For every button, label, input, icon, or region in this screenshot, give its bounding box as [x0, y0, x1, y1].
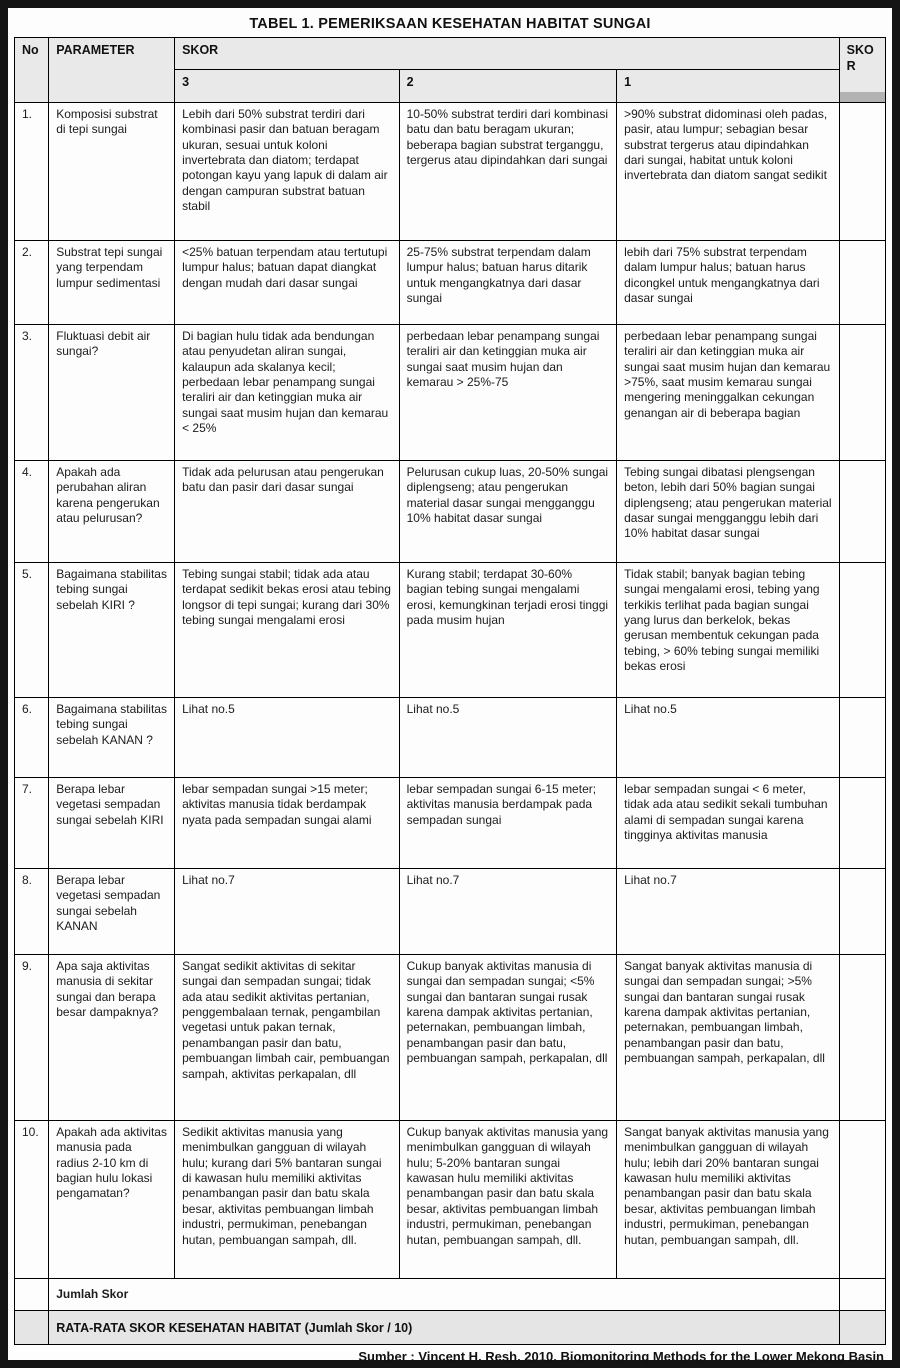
- score-1-cell: perbedaan lebar penampang sungai teraliri air dan ketinggian muka air sungai saat musim hujan dan kemarau >75%, saat musim kemarau sungai mengering meninggalkan cekungan genangan air di beberapa bagian: [617, 325, 840, 461]
- row-parameter: Berapa lebar vegetasi sempadan sungai sebelah KIRI: [49, 778, 175, 869]
- table-row: [15, 241, 886, 325]
- jumlah-skor-row: [15, 1279, 886, 1311]
- skor-value-cell: [839, 563, 885, 698]
- table-row: [15, 698, 886, 778]
- score-1-cell: lebar sempadan sungai < 6 meter, tidak ada atau sedikit sekali tumbuhan alami di sempadan sungai karena tingginya aktivitas manusia: [617, 778, 840, 869]
- score-2-cell: Pelurusan cukup luas, 20-50% sungai diplengseng; atau pengerukan material dasar sungai mengganggu 10% habitat dasar sungai: [399, 461, 616, 563]
- row-no: 10.: [15, 1121, 49, 1279]
- row-no: 7.: [15, 778, 49, 869]
- score-1-cell: Sangat banyak aktivitas manusia di sungai dan sempadan sungai; >5% sungai dan bantaran sungai rusak karena dampak aktivitas pertanian, peternakan, pembuangan limbah, penambangan pasir dan batu, pembuangan sampah, perkapalan, dll: [617, 955, 840, 1121]
- row-parameter: Bagaimana stabilitas tebing sungai sebelah KIRI ?: [49, 563, 175, 698]
- score-3-cell: <25% batuan terpendam atau tertutupi lumpur halus; batuan dapat diangkat dengan mudah dari dasar sungai: [175, 241, 400, 325]
- score-1-cell: >90% substrat didominasi oleh padas, pasir, atau lumpur; sebagian besar substrat tergerus atau dipindahkan dari sungai, habitat untuk koloni invertebrata dan diatom sangat sedikit: [617, 103, 840, 241]
- header-skor-group: SKOR: [175, 38, 840, 70]
- score-2-cell: Cukup banyak aktivitas manusia yang menimbulkan gangguan di wilayah hulu; 5-20% bantaran sungai kawasan hulu memiliki aktivitas penambangan pasir dan batu skala besar, aktivitas pembuangan limbah industri, permukiman, penebangan hutan, pembuangan sampah, dll.: [399, 1121, 616, 1279]
- source-citation: Sumber : Vincent H. Resh, 2010, Biomonitoring Methods for the Lower Mekong Basin: [358, 1349, 884, 1364]
- table-row: [15, 869, 886, 955]
- score-3-cell: Lihat no.7: [175, 869, 400, 955]
- score-2-cell: lebar sempadan sungai 6-15 meter; aktivitas manusia berdampak pada sempadan sungai: [399, 778, 616, 869]
- skor-value-cell: [839, 461, 885, 563]
- table-row: [15, 778, 886, 869]
- row-parameter: Komposisi substrat di tepi sungai: [49, 103, 175, 241]
- row-no: 4.: [15, 461, 49, 563]
- row-parameter: Apakah ada perubahan aliran karena pengerukan atau pelurusan?: [49, 461, 175, 563]
- score-3-cell: Lihat no.5: [175, 698, 400, 778]
- score-2-cell: 25-75% substrat terpendam dalam lumpur halus; batuan harus ditarik untuk mengangkatnya dari dasar sungai: [399, 241, 616, 325]
- row-no: 2.: [15, 241, 49, 325]
- row-parameter: Apakah ada aktivitas manusia pada radius 2-10 km di bagian hulu lokasi pengamatan?: [49, 1121, 175, 1279]
- table-header: [15, 38, 886, 103]
- score-3-cell: Di bagian hulu tidak ada bendungan atau penyudetan aliran sungai, kalaupun ada skalanya kecil; perbedaan lebar penampang sungai teraliri air dan ketinggian muka air sungai saat musim hujan dan kemarau < 25%: [175, 325, 400, 461]
- table-body: [15, 103, 886, 1345]
- score-1-cell: Tebing sungai dibatasi plengsengan beton, lebih dari 50% bagian sungai diplengseng; atau pengerukan material dasar sungai mengganggu lebih dari 10% habitat dasar sungai: [617, 461, 840, 563]
- table-row: [15, 563, 886, 698]
- empty-no-cell: [15, 1279, 49, 1311]
- row-no: 8.: [15, 869, 49, 955]
- skor-value-cell: [839, 869, 885, 955]
- score-3-cell: Tidak ada pelurusan atau pengerukan batu dan pasir dari dasar sungai: [175, 461, 400, 563]
- score-1-cell: lebih dari 75% substrat terpendam dalam lumpur halus; batuan harus dicongkel untuk mengangkatnya dari dasar sungai: [617, 241, 840, 325]
- habitat-assessment-table: [14, 37, 886, 1345]
- score-3-cell: Lebih dari 50% substrat terdiri dari kombinasi pasir dan batuan beragam ukuran, sesuai untuk koloni invertebrata dan diatom; terdapat potongan kayu yang lapuk di dalam air dengan campuran substrat batuan stabil: [175, 103, 400, 241]
- score-2-cell: Kurang stabil; terdapat 30-60% bagian tebing sungai mengalami erosi, kemungkinan terjadi erosi tinggi pada musim hujan: [399, 563, 616, 698]
- header-skor-column: [839, 38, 885, 103]
- row-parameter: Substrat tepi sungai yang terpendam lumpur sedimentasi: [49, 241, 175, 325]
- table-row: [15, 325, 886, 461]
- skor-value-cell: [839, 778, 885, 869]
- score-1-cell: Lihat no.5: [617, 698, 840, 778]
- header-no: No: [15, 38, 49, 103]
- rata-rata-label: RATA-RATA SKOR KESEHATAN HABITAT (Jumlah Skor / 10): [49, 1311, 839, 1345]
- skor-value-cell: [839, 325, 885, 461]
- row-no: 6.: [15, 698, 49, 778]
- rata-rata-value-cell: [839, 1311, 885, 1345]
- table-title: TABEL 1. PEMERIKSAAN KESEHATAN HABITAT SUNGAI: [249, 16, 651, 32]
- jumlah-skor-label: Jumlah Skor: [49, 1279, 839, 1311]
- header-score-1: 1: [617, 70, 840, 103]
- row-no: 1.: [15, 103, 49, 241]
- score-2-cell: Lihat no.7: [399, 869, 616, 955]
- rata-rata-row: [15, 1311, 886, 1345]
- row-parameter: Apa saja aktivitas manusia di sekitar sungai dan berapa besar dampaknya?: [49, 955, 175, 1121]
- row-no: 5.: [15, 563, 49, 698]
- score-2-cell: 10-50% substrat terdiri dari kombinasi batu dan batu beragam ukuran; beberapa bagian substrat terganggu, tergerus atau dipindahkan dari sungai: [399, 103, 616, 241]
- header-parameter: PARAMETER: [49, 38, 175, 103]
- score-1-cell: Tidak stabil; banyak bagian tebing sungai mengalami erosi, tebing yang terkikis terlihat pada bagian sungai yang lurus dan berkelok, bekas gerusan membentuk cekungan pada tebing, > 60% tebing sungai memiliki bekas erosi: [617, 563, 840, 698]
- table-row: [15, 461, 886, 563]
- score-1-cell: Lihat no.7: [617, 869, 840, 955]
- score-2-cell: Cukup banyak aktivitas manusia di sungai dan sempadan sungai; <5% sungai dan bantaran sungai rusak karena dampak aktivitas pertanian, peternakan, pembuangan limbah, penambangan pasir dan batu, pembuangan sampah, perkapalan, dll: [399, 955, 616, 1121]
- score-3-cell: Tebing sungai stabil; tidak ada atau terdapat sedikit bekas erosi atau tebing longsor di tepi sungai; kurang dari 30% tebing sungai mengalami erosi: [175, 563, 400, 698]
- table-row: [15, 955, 886, 1121]
- row-no: 9.: [15, 955, 49, 1121]
- score-2-cell: perbedaan lebar penampang sungai teraliri air dan ketinggian muka air sungai saat musim hujan dan kemarau > 25%-75: [399, 325, 616, 461]
- skor-value-cell: [839, 955, 885, 1121]
- score-2-cell: Lihat no.5: [399, 698, 616, 778]
- header-score-2: 2: [399, 70, 616, 103]
- table-row: [15, 103, 886, 241]
- row-parameter: Berapa lebar vegetasi sempadan sungai sebelah KANAN: [49, 869, 175, 955]
- jumlah-skor-value-cell: [839, 1279, 885, 1311]
- skor-value-cell: [839, 1121, 885, 1279]
- score-3-cell: Sedikit aktivitas manusia yang menimbulkan gangguan di wilayah hulu; kurang dari 5% bantaran sungai di kawasan hulu memiliki aktivitas penambangan pasir dan batu skala besar, aktivitas pembuangan limbah industri, permukiman, penebangan hutan, pembuangan sampah, dll.: [175, 1121, 400, 1279]
- score-1-cell: Sangat banyak aktivitas manusia yang menimbulkan gangguan di wilayah hulu; lebih dari 20% bantaran sungai kawasan hulu memiliki aktivitas penambangan pasir dan batu skala besar, aktivitas pembuangan limbah industri, permukiman, penebangan hutan, pembuangan sampah, dll.: [617, 1121, 840, 1279]
- score-3-cell: Sangat sedikit aktivitas di sekitar sungai dan sempadan sungai; tidak ada atau sedikit aktivitas pertanian, penggembalaan ternak, pengambilan vegetasi untuk pakan ternak, penambangan pasir dan batu, pembuangan limbah cair, pembuangan sampah, aktivitas perkapalan, dll: [175, 955, 400, 1121]
- header-skor-column-label: SKOR: [846, 43, 874, 73]
- table-row: [15, 1121, 886, 1279]
- score-3-cell: lebar sempadan sungai >15 meter; aktivitas manusia tidak berdampak nyata pada sempadan sungai alami: [175, 778, 400, 869]
- skor-value-cell: [839, 698, 885, 778]
- skor-value-cell: [839, 241, 885, 325]
- skor-value-cell: [839, 103, 885, 241]
- row-parameter: Bagaimana stabilitas tebing sungai sebelah KANAN ?: [49, 698, 175, 778]
- row-parameter: Fluktuasi debit air sungai?: [49, 325, 175, 461]
- row-no: 3.: [15, 325, 49, 461]
- shaded-strip: [840, 92, 885, 102]
- header-score-3: 3: [175, 70, 400, 103]
- header-row-1: [15, 38, 886, 70]
- empty-no-cell: [15, 1311, 49, 1345]
